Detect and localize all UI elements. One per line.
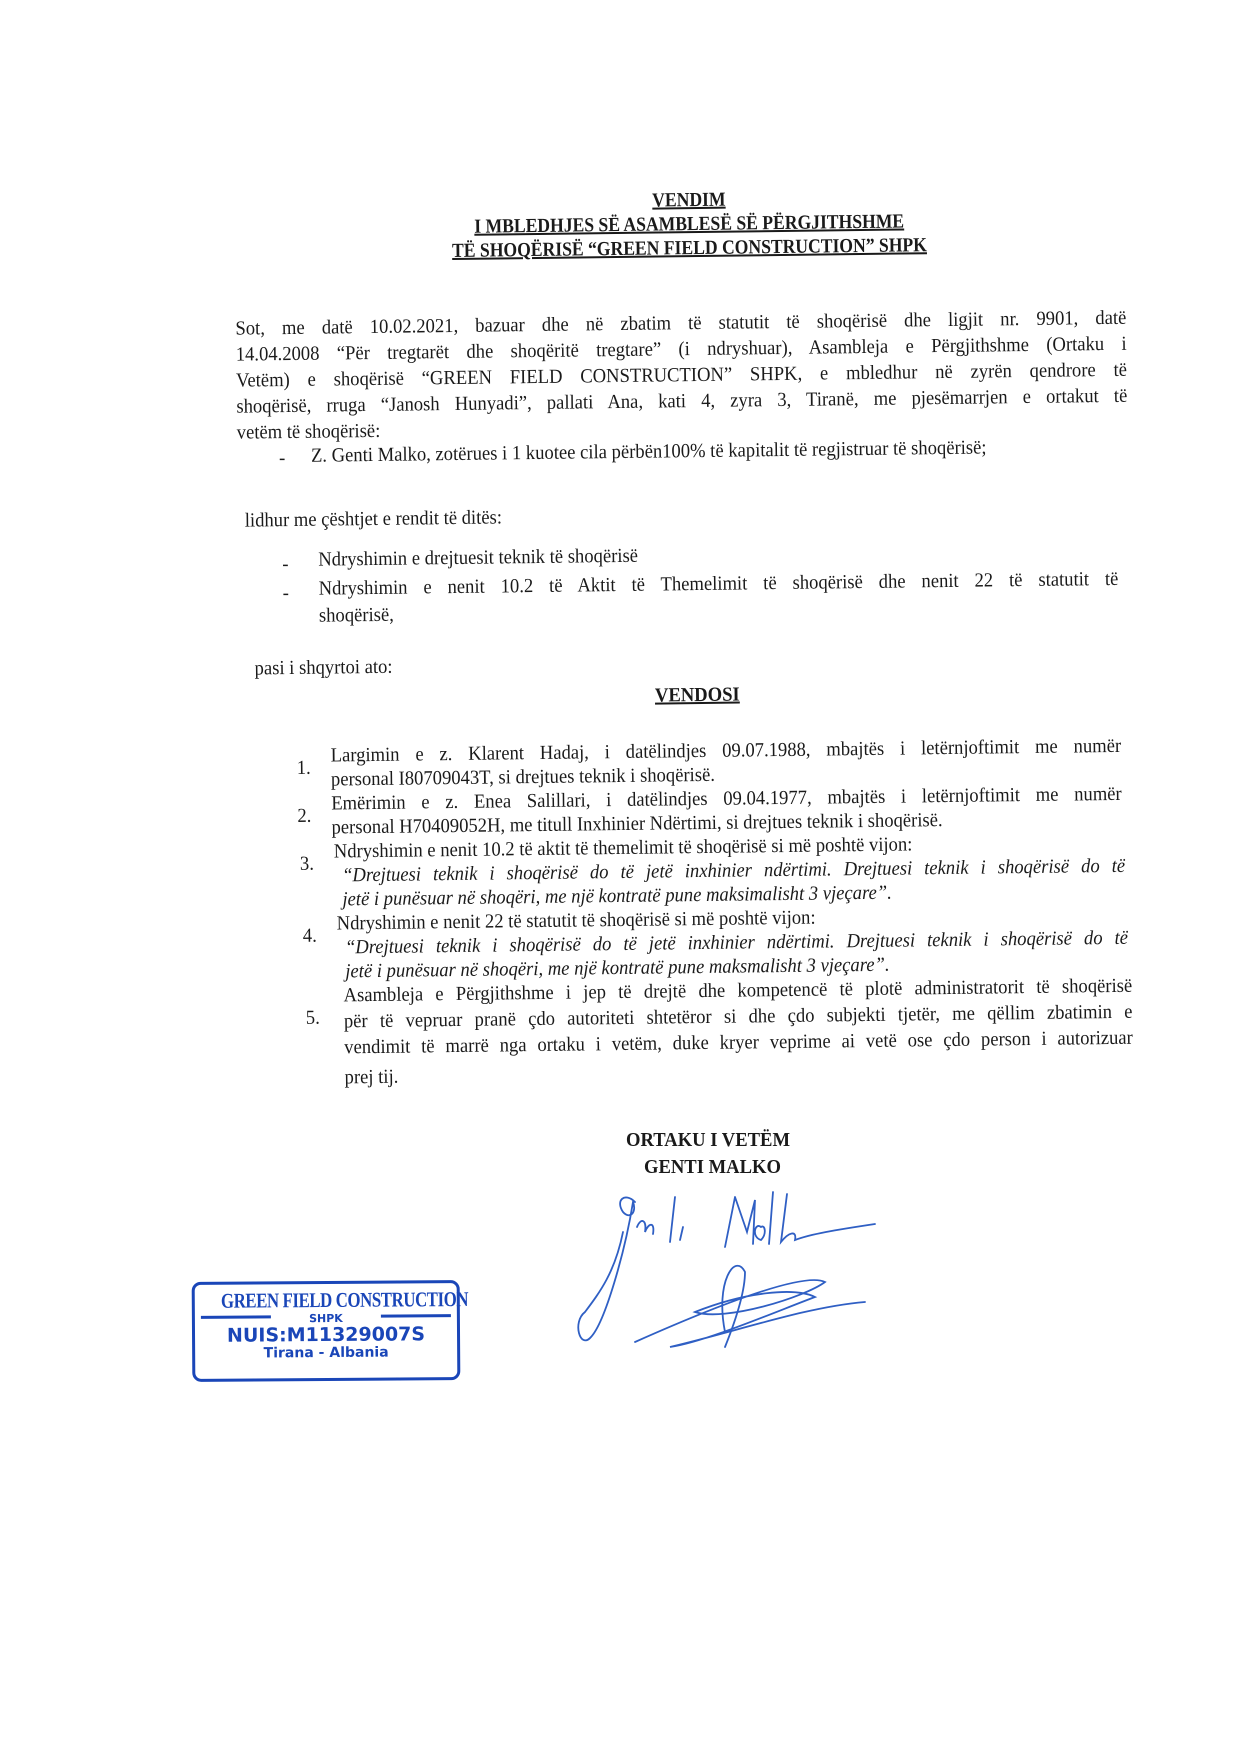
decision-line: Largimin e z. Klarent Hadaj, i datëlindjes 09.07.1988, mbajtës i letërnjoftimit me numër (330, 734, 1122, 767)
stamp-company: GREEN FIELD CONSTRUCTION (220, 1287, 469, 1313)
decision-quote-line: “Drejtuesi teknik i shoqërisë do të jetë inxhinier ndërtimi. Drejtuesi teknik i shoqërisë do të (344, 926, 1129, 959)
doc-title: VENDIM (652, 188, 726, 212)
list-number: 1. (296, 756, 311, 779)
decision-line: personal I80709043T, si drejtues teknik i shoqërisë. (330, 763, 716, 791)
intro-line: 14.04.2008 “Për tregtarët dhe shoqëritë tregtare” (i ndryshuar), Asambleja e Përgjithshme (Ortaku i (235, 332, 1127, 366)
signatory-name: GENTI MALKO (644, 1156, 781, 1178)
list-number: 5. (305, 1006, 320, 1029)
signatory-role: ORTAKU I VETËM (626, 1129, 791, 1151)
decision-line: vendimit të marrë nga ortaku i vetëm, duke kryer veprime ai vetë ose çdo person i autorizuar (344, 1026, 1133, 1059)
bullet-dash: - (278, 447, 286, 470)
list-number: 2. (297, 804, 312, 827)
agenda-item-cont: shoqërisë, (318, 603, 394, 627)
review-label: pasi i shqyrtoi ato: (254, 655, 393, 680)
agenda-item: Ndryshimin e nenit 10.2 të Aktit të Themelimit të shoqërisë dhe nenit 22 të statutit të (318, 567, 1119, 600)
stamp-rule (381, 1314, 451, 1317)
doc-subtitle-company: TË SHOQËRISË “GREEN FIELD CONSTRUCTION” SHPK (451, 234, 928, 263)
intro-line: vetëm të shoqërisë: (236, 419, 381, 444)
intro-line: shoqërisë, rruga “Janosh Hunyadi”, pallati Ana, kati 4, zyra 3, Tiranë, me pjesëmarrjen e ortakut të (236, 384, 1128, 418)
decision-line: për të vepruar pranë çdo autoriteti shtetëror si dhe çdo subjekti tjetër, me qëllim zbatimin e (343, 1000, 1133, 1033)
decision-line: Ndryshimin e nenit 22 të statutit të shoqërisë si më poshtë vijon: (336, 906, 816, 935)
decision-quote-line: “Drejtuesi teknik i shoqërisë do të jetë inxhinier ndërtimi. Drejtuesi teknik i shoqërisë do të (341, 854, 1126, 887)
doc-subtitle: I MBLEDHJES SË ASAMBLESË SË PËRGJITHSHME (474, 210, 905, 238)
handwritten-signature (575, 1172, 895, 1362)
decision-line: Asambleja e Përgjithshme i jep të drejtë dhe kompetencë të plotë administratorit të shoqërisë (343, 974, 1133, 1007)
bullet-dash: - (282, 553, 289, 576)
stamp-type: SHPK (309, 1311, 343, 1326)
stamp-location: Tirana - Albania (263, 1344, 389, 1362)
stamp-nuis: NUIS:M11329007S (226, 1323, 426, 1347)
stamp-rule (201, 1315, 271, 1318)
list-number: 3. (299, 852, 315, 875)
company-stamp (192, 1280, 469, 1382)
bullet-dash: - (282, 582, 290, 605)
decision-line: Ndryshimin e nenit 10.2 të aktit të themelimit të shoqërisë si më poshtë vijon: (333, 833, 913, 863)
decision-quote-line: jetë i punësuar në shoqëri, me një kontratë pune maksmalisht 3 vjeçare”. (345, 953, 890, 983)
agenda-label: lidhur me çështjet e rendit të ditës: (244, 506, 503, 532)
intro-line: Sot, me datë 10.02.2021, bazuar dhe në zbatim të statutit të shoqërisë dhe ligjit nr. 9901, datë (235, 306, 1127, 340)
decision-line: personal H70409052H, me titull Inxhinier Ndërtimi, si drejtues teknik i shoqërisë. (331, 809, 943, 839)
decision-line: prej tij. (344, 1065, 399, 1089)
list-number: 4. (302, 924, 317, 947)
decided-heading: VENDOSI (654, 683, 740, 707)
agenda-item: Ndryshimin e drejtuesit teknik të shoqërisë (318, 544, 639, 571)
decision-line: Emërimin e z. Enea Salillari, i datëlindjes 09.04.1977, mbajtës i letërnjoftimit me numër (331, 782, 1122, 815)
decision-quote-line: jetë i punësuar në shoqëri, me një kontratë pune maksimalisht 3 vjeçare”. (342, 881, 892, 911)
intro-line: Vetëm) e shoqërisë “GREEN FIELD CONSTRUCTION” SHPK, e mbledhur në zyrën qendrore të (235, 358, 1128, 392)
shareholder-bullet: Z. Genti Malko, zotërues i 1 kuotee cila përbën100% të kapitalit të regjistruar të shoqërisë; (310, 436, 987, 467)
